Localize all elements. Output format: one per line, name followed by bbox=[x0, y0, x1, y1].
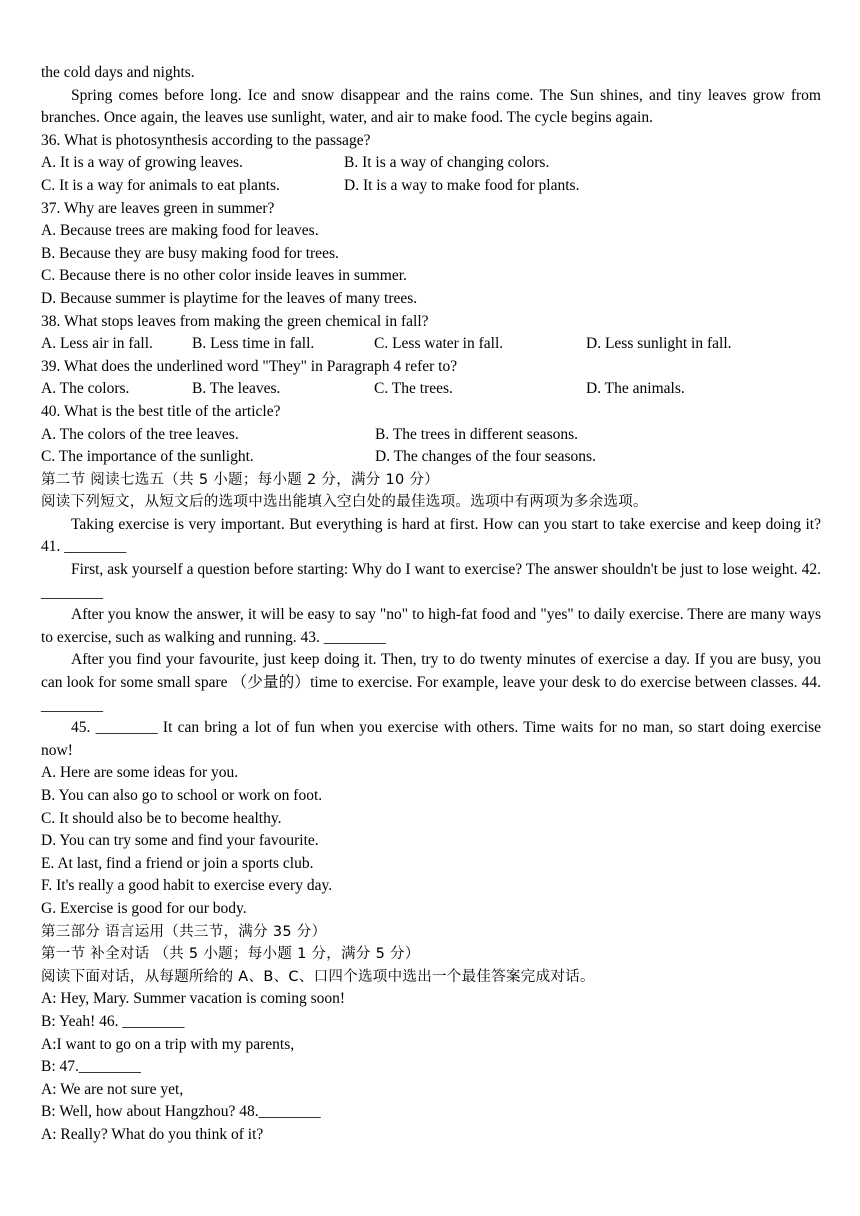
choice-c: C. It should also be to become healthy. bbox=[41, 809, 282, 827]
question-40: 40. What is the best title of the article? bbox=[41, 402, 281, 420]
choice-a: A. Here are some ideas for you. bbox=[41, 764, 239, 782]
option-a: A. The colors. bbox=[41, 380, 130, 398]
text-line: the cold days and nights. bbox=[41, 64, 195, 81]
option-a: A. Less air in fall. bbox=[41, 335, 153, 353]
passage-paragraph: After you find your favourite, just keep doing it. Then, try to do twenty minutes of exercise a day. If you are busy, you can look for some small spare （少量的）time to exercise. For example, leave your desk to do exercise between classes. 44. ________ bbox=[41, 651, 821, 714]
options-row bbox=[41, 152, 821, 175]
question-39: 39. What does the underlined word "They" in Paragraph 4 refer to? bbox=[41, 357, 458, 375]
dialogue-line: A: Really? What do you think of it? bbox=[41, 1125, 264, 1143]
option-c: C. The trees. bbox=[374, 380, 453, 398]
passage-paragraph: First, ask yourself a question before starting: Why do I want to exercise? The answer shouldn't be just to lose weight. 42. ________ bbox=[41, 561, 821, 601]
passage-paragraph: Taking exercise is very important. But everything is hard at first. How can you start to take exercise and keep doing it? 41. ________ bbox=[41, 515, 821, 556]
dialogue-line: B: Yeah! 46. ________ bbox=[41, 1012, 185, 1030]
passage-paragraph: After you know the answer, it will be easy to say "no" to high-fat food and "yes" to daily exercise. There are many ways to exercise, such as walking and running. 43. ________ bbox=[41, 606, 821, 646]
option-b: B. The leaves. bbox=[192, 380, 281, 398]
options-row bbox=[41, 175, 821, 198]
dialogue-line: A: We are not sure yet, bbox=[41, 1080, 184, 1098]
option-c: C. Because there is no other color inside leaves in summer. bbox=[41, 267, 407, 285]
question-38: 38. What stops leaves from making the green chemical in fall? bbox=[41, 312, 429, 330]
part-heading: 第三部分 语言运用（共三节，满分 35 分） bbox=[41, 923, 327, 940]
passage-paragraph: Spring comes before long. Ice and snow disappear and the rains come. The Sun shines, and tiny leaves grow from branches. Once again, the leaves use sunlight, water, and air to make food. The cycle begins again. bbox=[41, 86, 821, 127]
choice-b: B. You can also go to school or work on foot. bbox=[41, 787, 323, 804]
section-instructions: 阅读下面对话，从每题所给的 A、B、C、口四个选项中选出一个最佳答案完成对话。 bbox=[41, 968, 595, 985]
option-c: C. It is a way for animals to eat plants. bbox=[41, 176, 280, 194]
option-b: B. Less time in fall. bbox=[192, 335, 315, 353]
options-row bbox=[41, 446, 821, 469]
question-37: 37. Why are leaves green in summer? bbox=[41, 199, 275, 217]
option-c: C. Less water in fall. bbox=[374, 335, 504, 353]
option-a: A. Because trees are making food for leaves. bbox=[41, 222, 319, 240]
dialogue-line: A: Hey, Mary. Summer vacation is coming soon! bbox=[41, 990, 346, 1008]
option-d: D. The animals. bbox=[586, 380, 685, 398]
option-a: A. It is a way of growing leaves. bbox=[41, 154, 243, 172]
choice-e: E. At last, find a friend or join a sports club. bbox=[41, 854, 314, 872]
choice-d: D. You can try some and find your favourite. bbox=[41, 832, 319, 850]
option-c: C. The importance of the sunlight. bbox=[41, 448, 254, 466]
choice-g: G. Exercise is good for our body. bbox=[41, 899, 247, 917]
section-instructions: 阅读下列短文，从短文后的选项中选出能填入空白处的最佳选项。选项中有两项为多余选项。 bbox=[41, 494, 648, 511]
dialogue-line: B: 47.________ bbox=[41, 1058, 141, 1076]
option-d: D. Because summer is playtime for the leaves of many trees. bbox=[41, 289, 418, 307]
option-b: B. It is a way of changing colors. bbox=[344, 154, 550, 172]
option-d: D. The changes of the four seasons. bbox=[375, 448, 596, 466]
section-heading: 第二节 阅读七选五（共 5 小题；每小题 2 分，满分 10 分） bbox=[41, 471, 440, 488]
section-heading: 第一节 补全对话 （共 5 小题；每小题 1 分，满分 5 分） bbox=[41, 946, 420, 963]
options-row bbox=[41, 333, 821, 356]
options-row bbox=[41, 378, 821, 401]
option-d: D. It is a way to make food for plants. bbox=[344, 176, 580, 194]
choice-f: F. It's really a good habit to exercise every day. bbox=[41, 877, 333, 895]
dialogue-line: B: Well, how about Hangzhou? 48.________ bbox=[41, 1103, 321, 1121]
option-b: B. Because they are busy making food for trees. bbox=[41, 244, 339, 262]
option-d: D. Less sunlight in fall. bbox=[586, 335, 732, 353]
option-b: B. The trees in different seasons. bbox=[375, 425, 579, 443]
exam-page bbox=[41, 62, 821, 1147]
options-row bbox=[41, 424, 821, 447]
passage-paragraph: 45. ________ It can bring a lot of fun when you exercise with others. Time waits for no man, so start doing exercise now! bbox=[41, 719, 821, 759]
question-36: 36. What is photosynthesis according to the passage? bbox=[41, 131, 371, 149]
dialogue-line: A:I want to go on a trip with my parents, bbox=[41, 1035, 295, 1053]
option-a: A. The colors of the tree leaves. bbox=[41, 425, 239, 443]
